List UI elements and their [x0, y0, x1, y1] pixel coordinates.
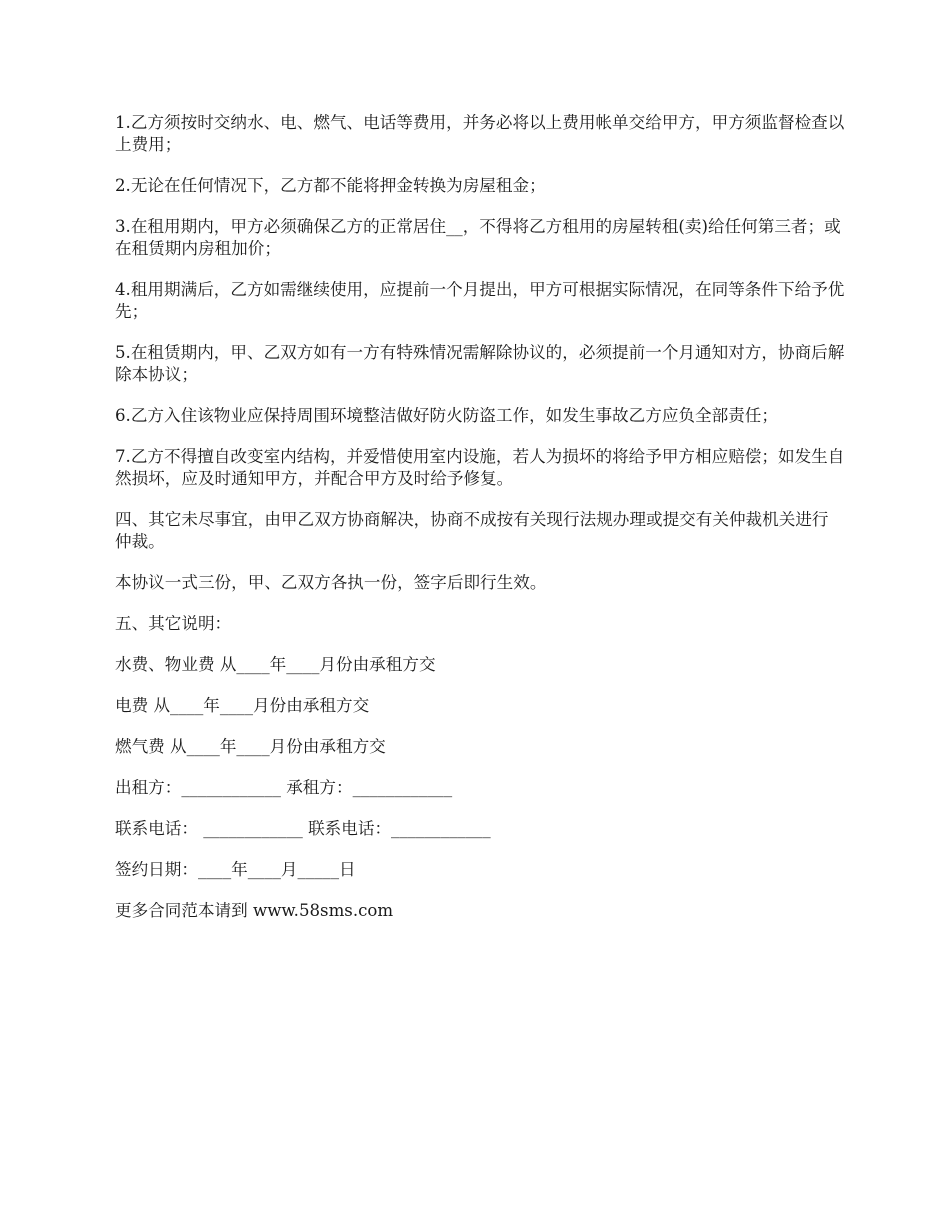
clause-1: 1.乙方须按时交纳水、电、燃气、电话等费用，并务必将以上费用帐单交给甲方，甲方须监督检查以上费用； — [115, 113, 845, 154]
copies-statement: 本协议一式三份，甲、乙双方各执一份，签字后即行生效。 — [115, 573, 547, 592]
more-templates-link-text: 更多合同范本请到 www.58sms.com — [115, 901, 394, 920]
gas-fee-line: 燃气费 从____年____月份由承租方交 — [115, 737, 386, 756]
clause-3: 3.在租用期内，甲方必须确保乙方的正常居住__，不得将乙方租用的房屋转租(卖)给任何第三者；或在租赁期内房租加价； — [115, 217, 841, 258]
document-body — [115, 112, 845, 941]
clause-2: 2.无论在任何情况下，乙方都不能将押金转换为房屋租金； — [115, 176, 546, 195]
contact-phone-line: 联系电话： ____________ 联系电话：____________ — [115, 819, 491, 838]
clause-6: 6.乙方入住该物业应保持周围环境整洁做好防火防盗工作，如发生事故乙方应负全部责任； — [115, 406, 778, 425]
section-4-other-matters: 四、其它未尽事宜，由甲乙双方协商解决，协商不成按有关现行法规办理或提交有关仲裁机关进行仲裁。 — [115, 510, 829, 551]
parties-signature-line: 出租方：____________ 承租方：____________ — [115, 778, 453, 797]
clause-4: 4.租用期满后，乙方如需继续使用，应提前一个月提出，甲方可根据实际情况，在同等条件下给予优先； — [115, 280, 845, 321]
section-5-heading: 五、其它说明： — [115, 614, 232, 633]
signing-date-line: 签约日期：____年____月_____日 — [115, 860, 356, 879]
clause-7: 7.乙方不得擅自改变室内结构，并爱惜使用室内设施，若人为损坏的将给予甲方相应赔偿；如发生自然损坏，应及时通知甲方，并配合甲方及时给予修复。 — [115, 447, 845, 488]
clause-5: 5.在租赁期内，甲、乙双方如有一方有特殊情况需解除协议的，必须提前一个月通知对方，协商后解除本协议； — [115, 343, 845, 384]
water-property-fee-line: 水费、物业费 从____年____月份由承租方交 — [115, 655, 436, 674]
electricity-fee-line: 电费 从____年____月份由承租方交 — [115, 696, 370, 715]
